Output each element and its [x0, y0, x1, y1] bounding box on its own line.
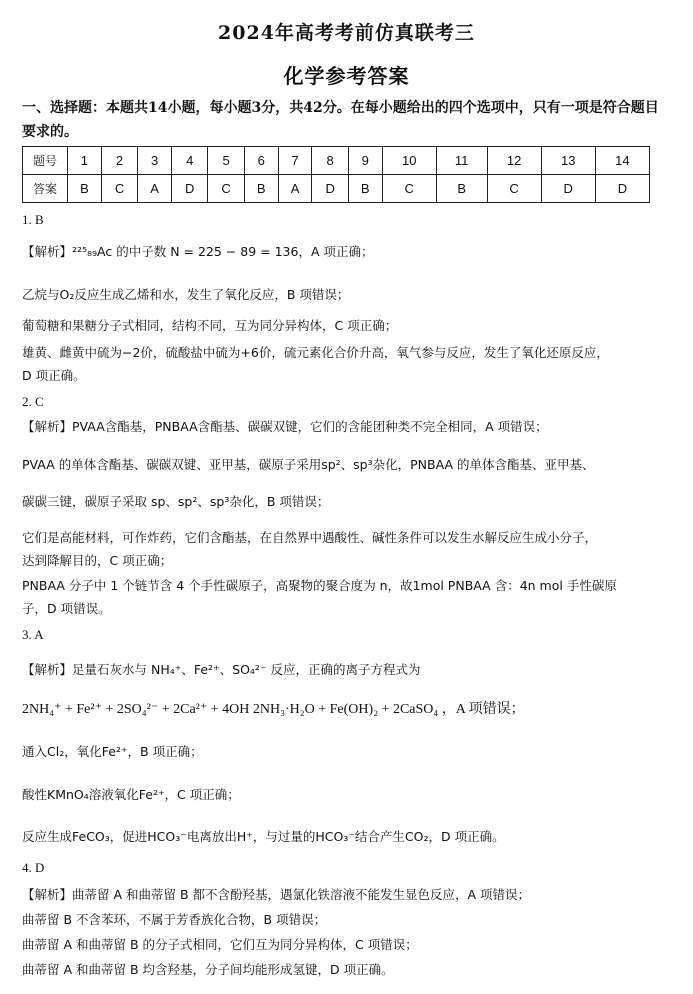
q4-explanation-line: 曲蒂留 A 和曲蒂留 B 的分子式相同，它们互为同分异构体，C 项错误； — [22, 937, 418, 952]
q1-explanation-line: D 项正确。 — [22, 368, 86, 383]
table-cell: 12 — [487, 147, 541, 175]
table-cell: 7 — [278, 147, 312, 175]
table-cell: 10 — [382, 147, 436, 175]
q2-explanation-line: 它们是高能材料，可作炸药，它们含酯基，在自然界中遇酸性、碱性条件可以发生水解反应生成小分子， — [22, 530, 598, 545]
table-cell: 3 — [138, 147, 172, 175]
document-subtitle: 化学参考答案 — [283, 64, 410, 88]
table-cell: B — [244, 175, 278, 203]
table-cell: D — [595, 175, 649, 203]
q1-explanation-line: 【解析】²²⁵₈₉Ac 的中子数 N = 225 − 89 = 136，A 项正确； — [22, 244, 374, 259]
q2-explanation-line: 【解析】PVAA含酯基，PNBAA含酯基、碳碳双键，它们的含能团种类不完全相同，A 项错误； — [22, 419, 548, 434]
q3-explanation-line: 酸性KMnO₄溶液氧化Fe²⁺，C 项正确； — [22, 787, 240, 802]
table-cell: 9 — [348, 147, 382, 175]
table-cell: B — [68, 175, 102, 203]
table-cell: C — [208, 175, 244, 203]
q2-explanation-line: PVAA 的单体含酯基、碳碳双键、亚甲基，碳原子采用sp²、sp³杂化，PNBAA 的单体含酯基、亚甲基、 — [22, 457, 595, 472]
q2-explanation-line: PNBAA 分子中 1 个链节含 4 个手性碳原子，高聚物的聚合度为 n，故1mol PNBAA 含：4n mol 手性碳原 — [22, 578, 617, 593]
table-cell: A — [138, 175, 172, 203]
question-3-label: 3. A — [22, 627, 44, 642]
q3-ionic-equation: 2NH₄⁺ + Fe²⁺ + 2SO₄²⁻ + 2Ca²⁺ + 4OH 2NH₃·H₂O + Fe(OH)₂ + 2CaSO₄ ，A 项错误； — [22, 702, 525, 717]
table-cell: 11 — [436, 147, 487, 175]
table-cell: D — [541, 175, 595, 203]
q2-explanation-line: 碳碳三键，碳原子采取 sp、sp²、sp³杂化，B 项错误； — [22, 494, 330, 509]
table-cell: 14 — [595, 147, 649, 175]
table-cell: D — [172, 175, 208, 203]
question-4-label: 4. D — [22, 860, 45, 875]
q4-explanation-line: 【解析】曲蒂留 A 和曲蒂留 B 都不含酚羟基，遇氯化铁溶液不能发生显色反应，A 项错误； — [22, 887, 531, 902]
q2-explanation-line: 达到降解目的，C 项正确； — [22, 553, 173, 568]
row-label-answers: 答案 — [23, 175, 68, 203]
table-row-numbers — [23, 147, 650, 175]
table-cell: A — [278, 175, 312, 203]
table-cell: 6 — [244, 147, 278, 175]
q1-explanation-line: 乙烷与O₂反应生成乙烯和水，发生了氧化反应，B 项错误； — [22, 287, 350, 302]
table-row-answers — [23, 175, 650, 203]
table-cell: 13 — [541, 147, 595, 175]
q3-explanation-line: 通入Cl₂，氧化Fe²⁺，B 项正确； — [22, 744, 203, 759]
table-cell: D — [312, 175, 348, 203]
table-cell: 5 — [208, 147, 244, 175]
q1-explanation-line: 雄黄、雌黄中硫为−2价，硫酸盐中硫为+6价，硫元素化合价升高，氧气参与反应，发生了氧化还原反应， — [22, 345, 609, 360]
row-label-numbers: 题号 — [23, 147, 68, 175]
q4-explanation-line: 曲蒂留 A 和曲蒂留 B 均含羟基，分子间均能形成氢键，D 项正确。 — [22, 962, 394, 977]
section-heading: 一、选择题：本题共14小题，每小题3分，共42分。在每小题给出的四个选项中，只有一项是符合题目要求的。 — [22, 100, 659, 140]
table-cell: C — [101, 175, 137, 203]
document-title: 2024年高考考前仿真联考三 — [218, 22, 475, 44]
table-cell: B — [436, 175, 487, 203]
q4-explanation-line: 曲蒂留 B 不含苯环，不属于芳香族化合物，B 项错误； — [22, 912, 327, 927]
q3-explanation-line: 反应生成FeCO₃，促进HCO₃⁻电离放出H⁺，与过量的HCO₃⁻结合产生CO₂，D 项正确。 — [22, 829, 505, 844]
q2-explanation-line: 子，D 项错误。 — [22, 601, 111, 616]
table-cell: 8 — [312, 147, 348, 175]
q3-explanation-line: 【解析】足量石灰水与 NH₄⁺、Fe²⁺、SO₄²⁻ 反应，正确的离子方程式为 — [22, 662, 421, 677]
table-cell: C — [382, 175, 436, 203]
question-2-label: 2. C — [22, 394, 44, 409]
q1-explanation-line: 葡萄糖和果糖分子式相同，结构不同，互为同分异构体，C 项正确； — [22, 318, 398, 333]
table-cell: B — [348, 175, 382, 203]
answer-table — [22, 146, 650, 203]
table-cell: 1 — [68, 147, 102, 175]
table-cell: C — [487, 175, 541, 203]
table-cell: 4 — [172, 147, 208, 175]
table-cell: 2 — [101, 147, 137, 175]
question-1-label: 1. B — [22, 212, 44, 227]
